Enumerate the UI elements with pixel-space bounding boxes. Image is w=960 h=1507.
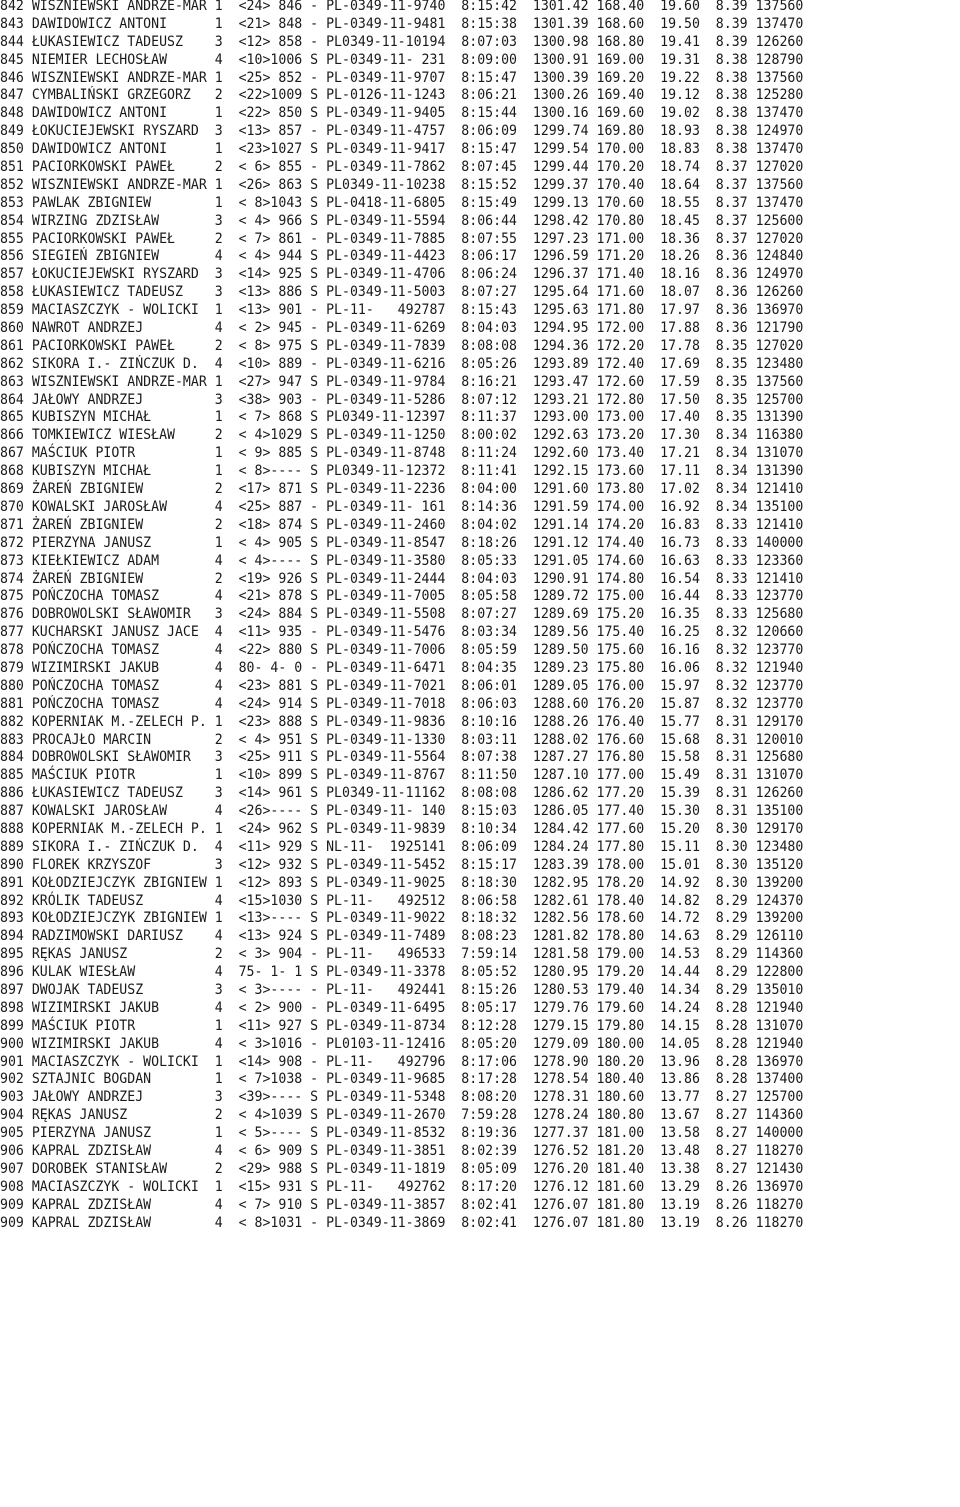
result-row: 853 PAWLAK ZBIGNIEW 1 < 8>1043 S PL-0418-11-6805 8:15:49 1299.13 170.60 18.55 8.37 137470 bbox=[0, 194, 804, 211]
result-row: 883 PROCAJŁO MARCIN 2 < 4> 951 S PL-0349-11-1330 8:03:11 1288.02 176.60 15.68 8.31 120010 bbox=[0, 731, 804, 748]
result-row: 891 KOŁODZIEJCZYK ZBIGNIEW 1 <12> 893 S PL-0349-11-9025 8:18:30 1282.95 178.20 14.92 8.30 139200 bbox=[0, 874, 804, 891]
result-row: 909 KAPRAL ZDZISŁAW 4 < 7> 910 S PL-0349-11-3857 8:02:41 1276.07 181.80 13.19 8.26 118270 bbox=[0, 1196, 804, 1213]
result-row: 851 PACIORKOWSKI PAWEŁ 2 < 6> 855 - PL-0349-11-7862 8:07:45 1299.44 170.20 18.74 8.37 127020 bbox=[0, 159, 804, 176]
result-row: 890 FLOREK KRZYSZOF 3 <12> 932 S PL-0349-11-5452 8:15:17 1283.39 178.00 15.01 8.30 135120 bbox=[0, 856, 804, 873]
result-row: 900 WIZIMIRSKI JAKUB 4 < 3>1016 - PL0103-11-12416 8:05:20 1279.09 180.00 14.05 8.28 121940 bbox=[0, 1035, 804, 1052]
result-row: 866 TOMKIEWICZ WIESŁAW 2 < 4>1029 S PL-0349-11-1250 8:00:02 1292.63 173.20 17.30 8.34 116380 bbox=[0, 427, 804, 444]
result-row: 868 KUBISZYN MICHAŁ 1 < 8>---- S PL0349-11-12372 8:11:41 1292.15 173.60 17.11 8.34 131390 bbox=[0, 463, 804, 480]
result-row: 905 PIERZYNA JANUSZ 1 < 5>---- S PL-0349-11-8532 8:19:36 1277.37 181.00 13.58 8.27 140000 bbox=[0, 1125, 804, 1142]
result-row: 896 KULAK WIESŁAW 4 75- 1- 1 S PL-0349-11-3378 8:05:52 1280.95 179.20 14.44 8.29 122800 bbox=[0, 964, 804, 981]
result-row: 881 POŃCZOCHA TOMASZ 4 <24> 914 S PL-0349-11-7018 8:06:03 1288.60 176.20 15.87 8.32 123770 bbox=[0, 695, 804, 712]
result-row: 908 MACIASZCZYK - WOLICKI 1 <15> 931 S PL-11- 492762 8:17:20 1276.12 181.60 13.29 8.26 136970 bbox=[0, 1178, 804, 1195]
result-row: 864 JAŁOWY ANDRZEJ 3 <38> 903 - PL-0349-11-5286 8:07:12 1293.21 172.80 17.50 8.35 125700 bbox=[0, 391, 804, 408]
result-row: 880 POŃCZOCHA TOMASZ 4 <23> 881 S PL-0349-11-7021 8:06:01 1289.05 176.00 15.97 8.32 123770 bbox=[0, 677, 804, 694]
result-row: 844 ŁUKASIEWICZ TADEUSZ 3 <12> 858 - PL0349-11-10194 8:07:03 1300.98 168.80 19.41 8.39 126260 bbox=[0, 33, 804, 50]
result-row: 843 DAWIDOWICZ ANTONI 1 <21> 848 - PL-0349-11-9481 8:15:38 1301.39 168.60 19.50 8.39 137470 bbox=[0, 15, 804, 32]
result-row: 847 CYMBALIŃSKI GRZEGORZ 2 <22>1009 S PL-0126-11-1243 8:06:21 1300.26 169.40 19.12 8.38 125280 bbox=[0, 87, 804, 104]
result-row: 882 KOPERNIAK M.-ZELECH P. 1 <23> 888 S PL-0349-11-9836 8:10:16 1288.26 176.40 15.77 8.31 129170 bbox=[0, 713, 804, 730]
result-row: 887 KOWALSKI JAROSŁAW 4 <26>---- S PL-0349-11- 140 8:15:03 1286.05 177.40 15.30 8.31 135100 bbox=[0, 803, 804, 820]
result-row: 854 WIRZING ZDZISŁAW 3 < 4> 966 S PL-0349-11-5594 8:06:44 1298.42 170.80 18.45 8.37 125600 bbox=[0, 212, 804, 229]
result-row: 884 DOBROWOLSKI SŁAWOMIR 3 <25> 911 S PL-0349-11-5564 8:07:38 1287.27 176.80 15.58 8.31 125680 bbox=[0, 749, 804, 766]
result-row: 901 MACIASZCZYK - WOLICKI 1 <14> 908 - PL-11- 492796 8:17:06 1278.90 180.20 13.96 8.28 136970 bbox=[0, 1053, 804, 1070]
result-row: 906 KAPRAL ZDZISŁAW 4 < 6> 909 S PL-0349-11-3851 8:02:39 1276.52 181.20 13.48 8.27 118270 bbox=[0, 1143, 804, 1159]
result-row: 893 KOŁODZIEJCZYK ZBIGNIEW 1 <13>---- S PL-0349-11-9022 8:18:32 1282.56 178.60 14.72 8.29 139200 bbox=[0, 910, 804, 927]
result-row: 909 KAPRAL ZDZISŁAW 4 < 8>1031 - PL-0349-11-3869 8:02:41 1276.07 181.80 13.19 8.26 118270 bbox=[0, 1214, 804, 1231]
result-row: 852 WISZNIEWSKI ANDRZE-MAR 1 <26> 863 S PL0349-11-10238 8:15:52 1299.37 170.40 18.64 8.37 137560 bbox=[0, 176, 804, 193]
result-row: 875 POŃCZOCHA TOMASZ 4 <21> 878 S PL-0349-11-7005 8:05:58 1289.72 175.00 16.44 8.33 123770 bbox=[0, 588, 804, 605]
result-row: 848 DAWIDOWICZ ANTONI 1 <22> 850 S PL-0349-11-9405 8:15:44 1300.16 169.60 19.02 8.38 137470 bbox=[0, 105, 804, 122]
result-row: 892 KRÓLIK TADEUSZ 4 <15>1030 S PL-11- 492512 8:06:58 1282.61 178.40 14.82 8.29 124370 bbox=[0, 892, 804, 909]
result-row: 904 RĘKAS JANUSZ 2 < 4>1039 S PL-0349-11-2670 7:59:28 1278.24 180.80 13.67 8.27 114360 bbox=[0, 1107, 804, 1124]
result-row: 869 ŻAREŃ ZBIGNIEW 2 <17> 871 S PL-0349-11-2236 8:04:00 1291.60 173.80 17.02 8.34 121410 bbox=[0, 481, 804, 498]
result-row: 874 ŻAREŃ ZBIGNIEW 2 <19> 926 S PL-0349-11-2444 8:04:03 1290.91 174.80 16.54 8.33 121410 bbox=[0, 570, 804, 587]
result-row: 858 ŁUKASIEWICZ TADEUSZ 3 <13> 886 S PL-0349-11-5003 8:07:27 1295.64 171.60 18.07 8.36 126260 bbox=[0, 284, 804, 301]
result-row: 902 SZTAJNIC BOGDAN 1 < 7>1038 - PL-0349-11-9685 8:17:28 1278.54 180.40 13.86 8.28 137400 bbox=[0, 1071, 804, 1088]
result-row: 863 WISZNIEWSKI ANDRZE-MAR 1 <27> 947 S PL-0349-11-9784 8:16:21 1293.47 172.60 17.59 8.35 137560 bbox=[0, 373, 804, 390]
result-row: 873 KIEŁKIEWICZ ADAM 4 < 4>---- S PL-0349-11-3580 8:05:33 1291.05 174.60 16.63 8.33 123360 bbox=[0, 552, 804, 569]
result-row: 857 ŁOKUCIEJEWSKI RYSZARD 3 <14> 925 S PL-0349-11-4706 8:06:24 1296.37 171.40 18.16 8.36 124970 bbox=[0, 266, 804, 283]
result-row: 860 NAWROT ANDRZEJ 4 < 2> 945 - PL-0349-11-6269 8:04:03 1294.95 172.00 17.88 8.36 121790 bbox=[0, 320, 804, 337]
result-row: 861 PACIORKOWSKI PAWEŁ 2 < 8> 975 S PL-0349-11-7839 8:08:08 1294.36 172.20 17.78 8.35 127020 bbox=[0, 337, 804, 354]
result-row: 885 MAŚCIUK PIOTR 1 <10> 899 S PL-0349-11-8767 8:11:50 1287.10 177.00 15.49 8.31 131070 bbox=[0, 767, 804, 784]
result-row: 846 WISZNIEWSKI ANDRZE-MAR 1 <25> 852 - PL-0349-11-9707 8:15:47 1300.39 169.20 19.22 8.38 137560 bbox=[0, 69, 804, 86]
result-row: 897 DWOJAK TADEUSZ 3 < 3>---- - PL-11- 492441 8:15:26 1280.53 179.40 14.34 8.29 135010 bbox=[0, 981, 804, 998]
result-row: 849 ŁOKUCIEJEWSKI RYSZARD 3 <13> 857 - PL-0349-11-4757 8:06:09 1299.74 169.80 18.93 8.38 124970 bbox=[0, 123, 804, 140]
result-row: 888 KOPERNIAK M.-ZELECH P. 1 <24> 962 S PL-0349-11-9839 8:10:34 1284.42 177.60 15.20 8.30 129170 bbox=[0, 820, 804, 837]
result-row: 845 NIEMIER LECHOSŁAW 4 <10>1006 S PL-0349-11- 231 8:09:00 1300.91 169.00 19.31 8.38 128790 bbox=[0, 51, 804, 68]
result-row: 898 WIZIMIRSKI JAKUB 4 < 2> 900 - PL-0349-11-6495 8:05:17 1279.76 179.60 14.24 8.28 121940 bbox=[0, 999, 804, 1016]
result-row: 886 ŁUKASIEWICZ TADEUSZ 3 <14> 961 S PL0349-11-11162 8:08:08 1286.62 177.20 15.39 8.31 126260 bbox=[0, 785, 804, 802]
result-row: 871 ŻAREŃ ZBIGNIEW 2 <18> 874 S PL-0349-11-2460 8:04:02 1291.14 174.20 16.83 8.33 121410 bbox=[0, 516, 804, 533]
result-row: 877 KUCHARSKI JANUSZ JACE 4 <11> 935 - PL-0349-11-5476 8:03:34 1289.56 175.40 16.25 8.32 120660 bbox=[0, 624, 804, 641]
result-row: 876 DOBROWOLSKI SŁAWOMIR 3 <24> 884 S PL-0349-11-5508 8:07:27 1289.69 175.20 16.35 8.33 125680 bbox=[0, 606, 804, 623]
result-row: 894 RADZIMOWSKI DARIUSZ 4 <13> 924 S PL-0349-11-7489 8:08:23 1281.82 178.80 14.63 8.29 126110 bbox=[0, 928, 804, 945]
result-row: 856 SIEGIEŃ ZBIGNIEW 4 < 4> 944 S PL-0349-11-4423 8:06:17 1296.59 171.20 18.26 8.36 124840 bbox=[0, 248, 804, 265]
result-row: 903 JAŁOWY ANDRZEJ 3 <39>---- S PL-0349-11-5348 8:08:20 1278.31 180.60 13.77 8.27 125700 bbox=[0, 1089, 804, 1106]
result-row: 889 SIKORA I.- ZIŃCZUK D. 4 <11> 929 S NL-11- 1925141 8:06:09 1284.24 177.80 15.11 8.30 123480 bbox=[0, 838, 804, 855]
result-row: 842 WISZNIEWSKI ANDRZE-MAR 1 <24> 846 - PL-0349-11-9740 8:15:42 1301.42 168.40 19.60 8.39 137560 bbox=[0, 0, 804, 14]
result-row: 878 POŃCZOCHA TOMASZ 4 <22> 880 S PL-0349-11-7006 8:05:59 1289.50 175.60 16.16 8.32 123770 bbox=[0, 642, 804, 659]
result-row: 899 MAŚCIUK PIOTR 1 <11> 927 S PL-0349-11-8734 8:12:28 1279.15 179.80 14.15 8.28 131070 bbox=[0, 1017, 804, 1034]
result-row: 870 KOWALSKI JAROSŁAW 4 <25> 887 - PL-0349-11- 161 8:14:36 1291.59 174.00 16.92 8.34 135100 bbox=[0, 498, 804, 515]
result-row: 867 MAŚCIUK PIOTR 1 < 9> 885 S PL-0349-11-8748 8:11:24 1292.60 173.40 17.21 8.34 131070 bbox=[0, 445, 804, 462]
result-row: 865 KUBISZYN MICHAŁ 1 < 7> 868 S PL0349-11-12397 8:11:37 1293.00 173.00 17.40 8.35 131390 bbox=[0, 409, 804, 426]
result-row: 907 DOROBEK STANISŁAW 2 <29> 988 S PL-0349-11-1819 8:05:09 1276.20 181.40 13.38 8.27 121430 bbox=[0, 1160, 804, 1177]
result-row: 895 RĘKAS JANUSZ 2 < 3> 904 - PL-11- 496533 7:59:14 1281.58 179.00 14.53 8.29 114360 bbox=[0, 946, 804, 963]
result-row: 879 WIZIMIRSKI JAKUB 4 80- 4- 0 - PL-0349-11-6471 8:04:35 1289.23 175.80 16.06 8.32 121940 bbox=[0, 659, 804, 676]
result-row: 859 MACIASZCZYK - WOLICKI 1 <13> 901 - PL-11- 492787 8:15:43 1295.63 171.80 17.97 8.36 136970 bbox=[0, 302, 804, 319]
result-row: 872 PIERZYNA JANUSZ 1 < 4> 905 S PL-0349-11-8547 8:18:26 1291.12 174.40 16.73 8.33 140000 bbox=[0, 534, 804, 551]
result-row: 855 PACIORKOWSKI PAWEŁ 2 < 7> 861 - PL-0349-11-7885 8:07:55 1297.23 171.00 18.36 8.37 127020 bbox=[0, 230, 804, 247]
result-row: 862 SIKORA I.- ZIŃCZUK D. 4 <10> 889 - PL-0349-11-6216 8:05:26 1293.89 172.40 17.69 8.35 123480 bbox=[0, 355, 804, 372]
result-row: 850 DAWIDOWICZ ANTONI 1 <23>1027 S PL-0349-11-9417 8:15:47 1299.54 170.00 18.83 8.38 137470 bbox=[0, 141, 804, 158]
